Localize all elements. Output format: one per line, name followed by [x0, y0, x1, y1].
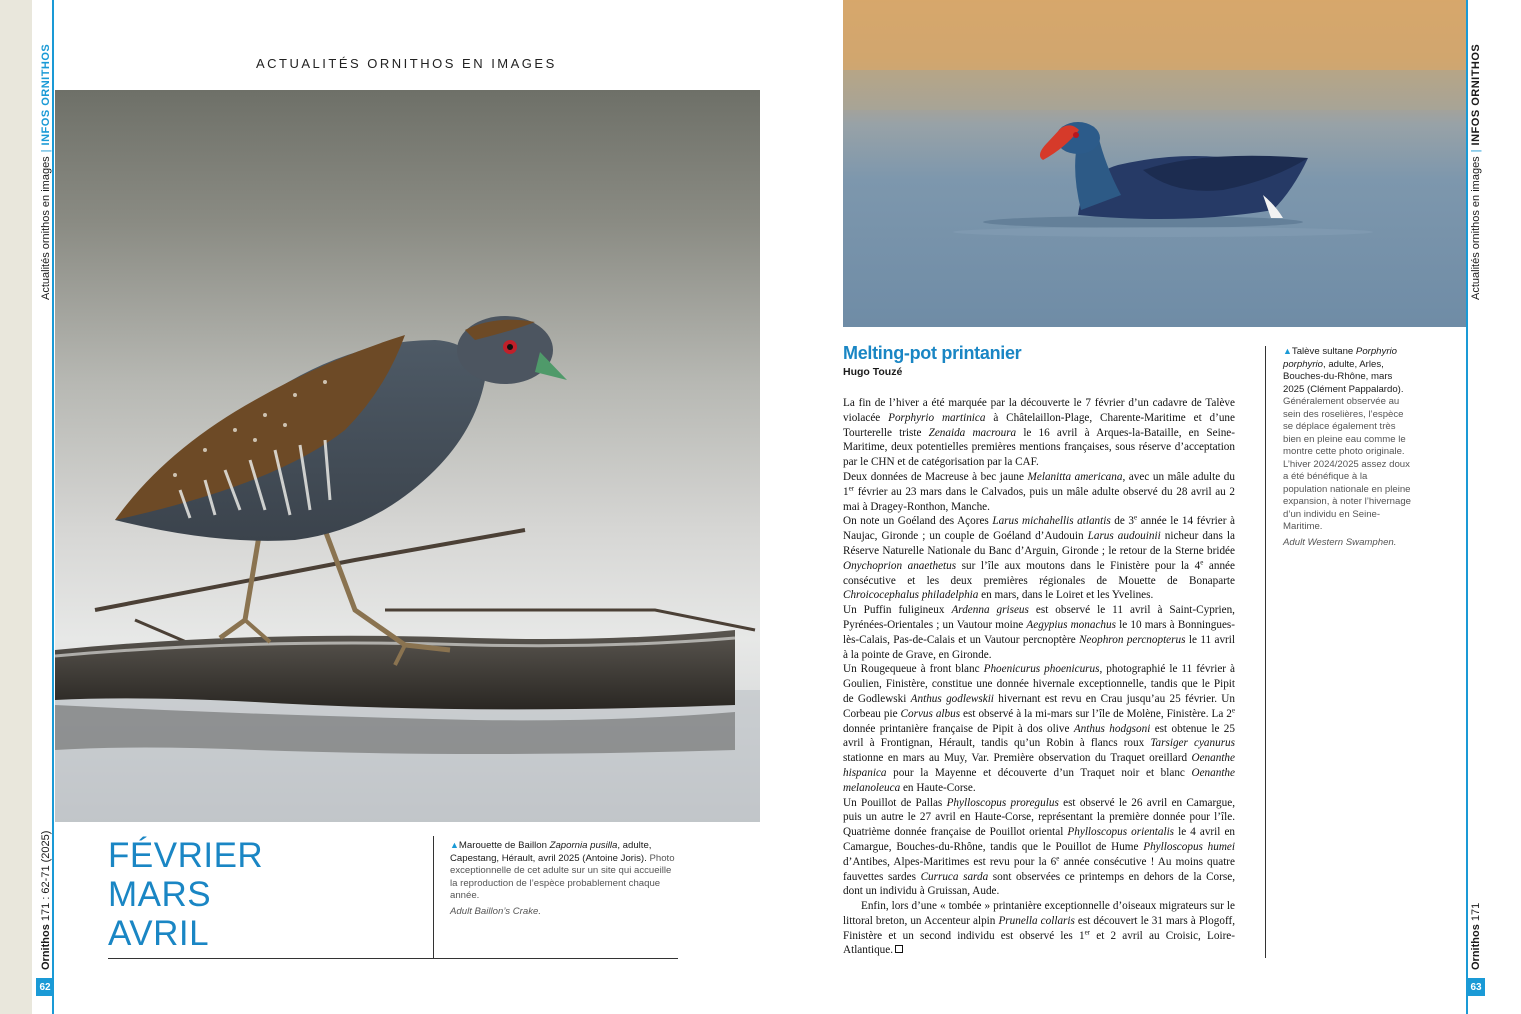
- article-text-run: e: [1056, 853, 1060, 862]
- caption-left-lead-2: , adulte, Capestang, Hérault, avril 2025 (Antoine Joris).: [450, 840, 652, 864]
- article-text-run: février au 23 mars dans le Calvados, puis un mâle adulte observé du 28 avril au 2 mai à Dragey-Ronthon, Manche.: [843, 485, 1235, 513]
- species-name: Phoenicurus phoenicurus: [983, 663, 1100, 676]
- species-name: Curruca sarda: [920, 870, 989, 883]
- month-march: MARS: [108, 875, 212, 914]
- species-name: Larus michahellis atlantis: [992, 515, 1111, 528]
- article-text-run: de 3: [1110, 515, 1134, 528]
- article-text-run: stationne en mars au Muy, Var. Première observation du Traquet oreillard: [843, 752, 1192, 765]
- article-text-run: le 11 avril à la pointe de Grave, en Gironde.: [843, 633, 1235, 661]
- article-text-run: année consécutive et les deux premières régionales de Mouette de Bonaparte: [843, 559, 1235, 587]
- species-name: Phylloscopus humei: [1143, 840, 1236, 853]
- species-name: Tarsiger cyanurus: [1150, 737, 1236, 750]
- species-name: Oenanthe melanoleuca: [843, 766, 1235, 794]
- page-gutter-left: [0, 0, 32, 1014]
- article-text-run: le 16 avril à Arques-la-Bataille, en Seine-Maritime, deux potentielles premières mentions françaises, sous réserve d’acceptation par le CHN et de catégorisation par la CAF.: [843, 426, 1235, 469]
- page-gutter-right: [1486, 0, 1521, 1014]
- article-text-run: e: [1200, 558, 1204, 567]
- article-text-run: er: [1084, 927, 1091, 936]
- spine-left-separator: |: [40, 149, 52, 153]
- month-april: AVRIL: [108, 914, 210, 953]
- species-name: Oenanthe hispanica: [843, 752, 1235, 779]
- species-name: Anthus godlewskii: [910, 692, 994, 705]
- page-header-title: ACTUALITÉS ORNITHOS EN IMAGES: [256, 56, 557, 71]
- bottom-rule-left: [108, 958, 678, 959]
- caption-marker-icon: ▲: [1283, 346, 1292, 356]
- spine-left-ref-text: 171 : 62-71 (2025): [40, 830, 52, 922]
- article-body: [843, 396, 1235, 958]
- article-text-run: année consécutive ! Au moins quatre fauvettes sardes: [843, 855, 1235, 883]
- article-text-run: et 2 avril au Croisic, Loire-Atlantique.: [843, 929, 1235, 957]
- page-number-right: 63: [1467, 978, 1485, 996]
- caption-marker-icon: ▲: [450, 840, 459, 850]
- article-text-run: est observé le 11 avril à Saint-Cyprien, Pyrénées-Orientales ; un Vautour moine: [843, 604, 1235, 631]
- caption-right-species: Porphyrio porphyrio: [1283, 346, 1397, 370]
- article-text-run: en mars, dans le Loiret et les Yvelines.: [978, 589, 1154, 602]
- species-name: Zenaida macroura: [928, 426, 1017, 439]
- species-name: Neophron percnopterus: [1079, 633, 1186, 646]
- article-paragraph: [843, 662, 1235, 795]
- spine-right-separator: |: [1470, 149, 1482, 153]
- article-paragraph: [843, 899, 1235, 958]
- article-text-run: sur l’île aux moutons dans le Finistère pour la 4: [956, 559, 1201, 572]
- article-text-run: le 10 mars à Bonningues-lès-Calais, Pas-de-Calais et un Vautour percnoptère: [843, 618, 1235, 646]
- article-text-run: est obtenue le 25 avril à Frontignan, Hérault, tandis qu’un Robin à flancs roux: [843, 722, 1235, 750]
- article-text-run: nicheur dans la Réserve Naturelle Nationale du Banc d’Arguin, Gironde ; le retour de la Sterne bridée: [843, 530, 1235, 557]
- species-name: Prunella collaris: [998, 914, 1075, 927]
- western-swamphen-illustration: [843, 0, 1466, 327]
- article-text-run: est observé à la mi-mars sur l’île de Molène, Finistère. La 2: [960, 707, 1232, 720]
- article-text-run: en Haute-Corse.: [900, 781, 976, 794]
- species-name: Ardenna griseus: [951, 604, 1029, 617]
- photo-western-swamphen: [843, 0, 1466, 327]
- species-name: Phylloscopus orientalis: [1067, 826, 1175, 839]
- caption-divider-left: [433, 836, 434, 958]
- species-name: Phylloscopus proregulus: [946, 796, 1059, 809]
- caption-right-lead-2: , adulte, Arles, Bouches-du-Rhône, mars 2025 (Clément Pappalardo).: [1283, 358, 1404, 395]
- page-number-left: 62: [36, 978, 54, 996]
- article-text-run: sont observées ce printemps en dehors de la Corse, dont un individu à Gruissan, Aude.: [843, 870, 1235, 898]
- species-name: Chroicocephalus philadelphia: [843, 589, 979, 602]
- article-text-run: le 4 avril en Camargue, Bouches-du-Rhône, tandis que le Pouillot de Hume: [843, 826, 1235, 853]
- baillons-crake-illustration: [55, 90, 760, 822]
- month-february: FÉVRIER: [108, 836, 264, 875]
- article-text-run: , photographié le 11 février à Goulien, Finistère, constitue une donnée hivernale exceptionnelle, tandis que le Pipit de Godlewski: [843, 663, 1235, 705]
- article-text-run: e: [1133, 513, 1138, 522]
- article-text-run: année le 14 février à Naujac, Gironde ; un couple de Goéland d’Audouin: [843, 515, 1235, 543]
- end-of-article-icon: [895, 945, 903, 953]
- caption-right: [1283, 345, 1413, 549]
- article-text-run: Enfin, lors d’une « tombée » printanière exceptionnelle d’oiseaux migrateurs sur le littoral breton, un Accenteur alpin: [843, 900, 1235, 927]
- spine-left-rubric-bold: INFOS ORNITHOS: [40, 43, 52, 146]
- article-text-run: Un Rougequeue à front blanc: [843, 663, 984, 676]
- spine-right-reference: [1470, 903, 1482, 970]
- spine-left-rubric-regular: Actualités ornithos en images: [40, 156, 52, 300]
- article-paragraph: [843, 796, 1235, 900]
- article-author: Hugo Touzé: [843, 366, 903, 378]
- caption-right-lead: Talève sultane: [1291, 346, 1356, 357]
- article-text-run: , avec un mâle adulte du 1: [843, 470, 1235, 498]
- article-paragraph: [843, 603, 1235, 662]
- article-text-run: er: [848, 484, 855, 493]
- article-text-run: est observé le 26 avril en Camargue, puis un autre le 27 avril en Haute-Corse, représentant la première donnée pour l’île. Quatrième donnée française de Pouillot oriental: [843, 796, 1235, 839]
- article-paragraph: [843, 396, 1235, 470]
- article-text-run: Un Puffin fuligineux: [843, 604, 952, 617]
- photo-baillons-crake: [55, 90, 760, 822]
- spine-left-reference: [40, 831, 52, 970]
- spine-right-rubric-regular: Actualités ornithos en images: [1470, 156, 1482, 300]
- months-title: [108, 836, 263, 953]
- article-text-run: hivernant est revu en Crau jusqu’au 25 février. Un Corbeau pie: [843, 692, 1235, 720]
- article-text-run: d’Antibes, Alpes-Maritimes est revu pour la 6: [843, 855, 1057, 868]
- caption-left-species: Zapornia pusilla: [549, 840, 618, 851]
- species-name: Onychoprion anaethetus: [843, 559, 957, 572]
- article-text-run: Deux données de Macreuse à bec jaune: [843, 470, 1028, 483]
- article-text-run: donnée printanière française de Pipit à dos olive: [843, 722, 1074, 735]
- species-name: Larus audouinii: [1087, 530, 1161, 543]
- article-text-run: e: [1231, 706, 1235, 714]
- species-name: Melanitta americana: [1027, 470, 1123, 483]
- article-text-run: est découvert le 31 mars à Plogoff, Finistère et un second individu est observé les 1: [843, 914, 1235, 942]
- spine-right-ref-text: 171: [1470, 902, 1482, 922]
- caption-right-text: Généralement observée au sein des roselières, l’espèce se déplace également très bien en pleine eau comme le montre cette photo originale. L’hiver 2024/2025 assez doux a été bénéfique à la population nationale en pleine expansion, à noter l’hivernage d’un individu en Seine-Maritime.: [1283, 396, 1412, 532]
- species-name: Porphyrio martinica: [888, 411, 986, 424]
- spine-right-rubric-bold: INFOS ORNITHOS: [1470, 43, 1482, 146]
- spine-left-rubric: [40, 44, 52, 300]
- article-text-run: Un Pouillot de Pallas: [843, 796, 947, 809]
- spine-left-journal: Ornithos: [40, 924, 52, 970]
- caption-left-text: Photo exceptionnelle de cet adulte sur un site qui accueille la reproduction de l’espèce probablement chaque année.: [450, 852, 675, 901]
- article-text-run: à Châtelaillon-Plage, Charente-Maritime et d’une Tourterelle triste: [843, 411, 1235, 439]
- spine-right-journal: Ornithos: [1470, 924, 1482, 970]
- caption-divider-right: [1265, 346, 1266, 958]
- article-paragraph: [843, 514, 1235, 603]
- spine-right-rubric: [1470, 44, 1482, 300]
- species-name: Aegypius monachus: [1026, 618, 1116, 631]
- caption-right-english: Adult Western Swamphen.: [1283, 536, 1397, 548]
- caption-left-lead: Marouette de Baillon: [458, 840, 550, 851]
- article-text-run: pour la Mayenne et découverte d’un Traquet noir et blanc: [886, 766, 1192, 779]
- article-text-run: La fin de l’hiver a été marquée par la découverte le 7 février d’un cadavre de Talève violacée: [843, 397, 1235, 424]
- caption-left: [450, 839, 678, 918]
- article-text-run: On note un Goéland des Açores: [843, 515, 993, 528]
- caption-left-english: Adult Baillon’s Crake.: [450, 905, 542, 917]
- species-name: Corvus albus: [900, 707, 961, 720]
- species-name: Anthus hodgsoni: [1073, 722, 1151, 735]
- article-title: Melting-pot printanier: [843, 343, 1022, 363]
- article-paragraph: [843, 470, 1235, 514]
